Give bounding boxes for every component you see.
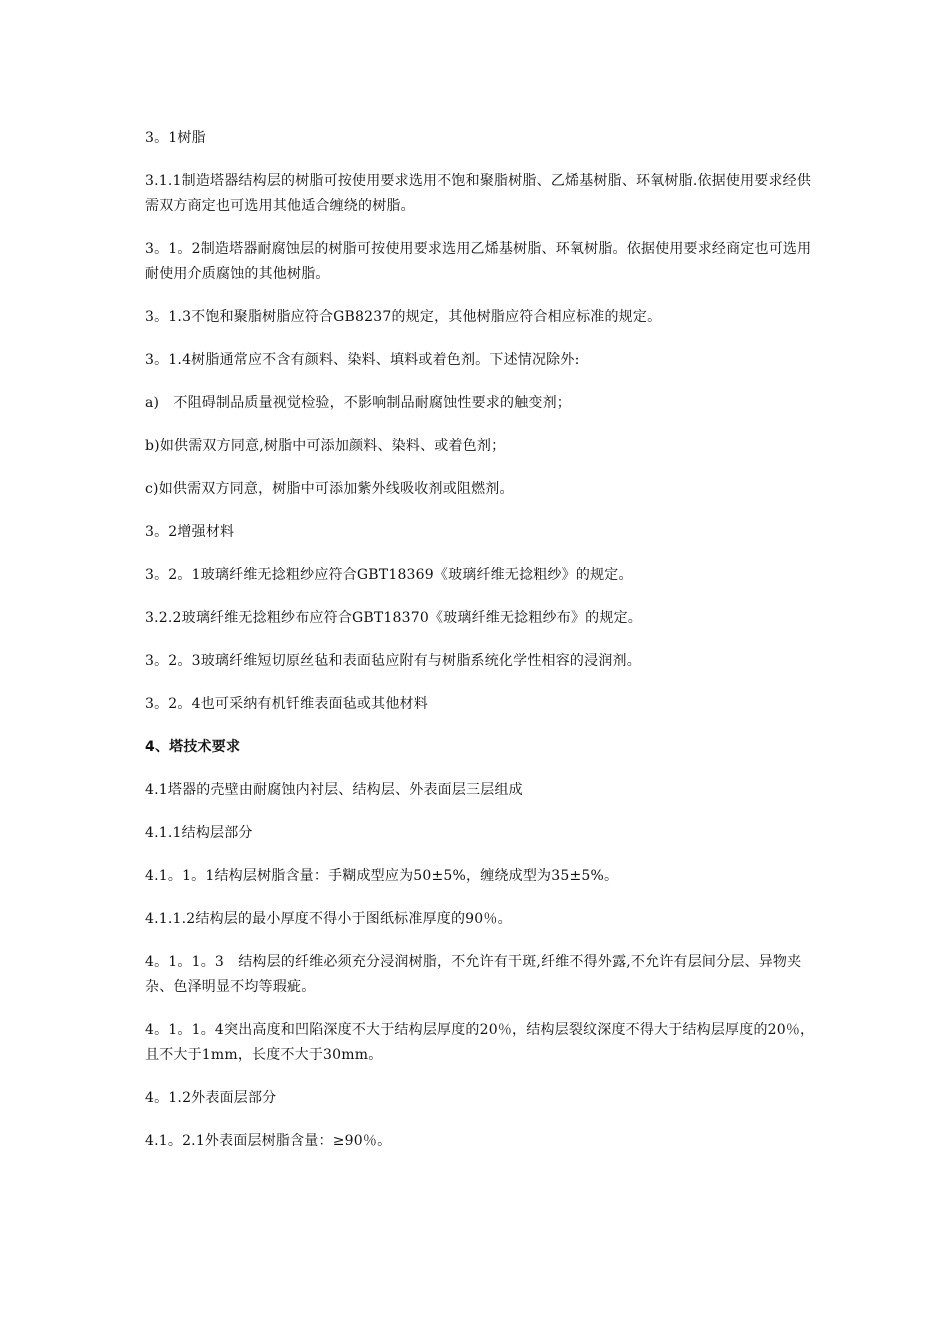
paragraph-4-1: 4.1塔器的壳壁由耐腐蚀内衬层、结构层、外表面层三层组成 <box>145 782 523 798</box>
document-body <box>145 126 815 1172</box>
paragraph-3-1-1: 3.1.1制造塔器结构层的树脂可按使用要求选用不饱和聚脂树脂、乙烯基树脂、环氧树脂.依据使用要求经供需双方商定也可选用其他适合缠绕的树脂。 <box>145 173 812 214</box>
section-heading-3-2: 3。2增强材料 <box>145 524 235 540</box>
paragraph-3-2-1: 3。2。1玻璃纤维无捻粗纱应符合GBT18369《玻璃纤维无捻粗纱》的规定。 <box>145 567 633 583</box>
paragraph-3-1-4: 3。1.4树脂通常应不含有颜料、染料、填料或着色剂。下述情况除外: <box>145 352 580 368</box>
list-item-b: b)如供需双方同意,树脂中可添加颜料、染料、或着色剂； <box>145 438 506 454</box>
paragraph-3-2-3: 3。2。3玻璃纤维短切原丝毡和表面毡应附有与树脂系统化学性相容的浸润剂。 <box>145 653 641 669</box>
paragraph-4-1-1-4: 4。1。1。4突出高度和凹陷深度不大于结构层厚度的20％，结构层裂纹深度不得大于结构层厚度的20％，且不大于1mm，长度不大于30mm。 <box>145 1022 815 1063</box>
paragraph-4-1-2-1: 4.1。2.1外表面层树脂含量：≥90％。 <box>145 1133 392 1149</box>
paragraph-4-1-1-1: 4.1。1。1结构层树脂含量：手糊成型应为50±5%，缠绕成型为35±5%。 <box>145 868 619 884</box>
paragraph-4-1-1: 4.1.1结构层部分 <box>145 825 253 841</box>
section-heading-3-1: 3。1树脂 <box>145 130 206 146</box>
paragraph-3-2-2: 3.2.2玻璃纤维无捻粗纱布应符合GBT18370《玻璃纤维无捻粗纱布》的规定。 <box>145 610 642 626</box>
paragraph-3-1-3: 3。1.3不饱和聚脂树脂应符合GB8237的规定，其他树脂应符合相应标准的规定。 <box>145 309 662 325</box>
paragraph-4-1-1-3: 4。1。1。3 结构层的纤维必须充分浸润树脂，不允许有干斑,纤维不得外露,不允许有层间分层、异物夹杂、色泽明显不均等瑕疵。 <box>145 954 802 995</box>
paragraph-3-2-4: 3。2。4也可采纳有机钎维表面毡或其他材料 <box>145 696 428 712</box>
paragraph-3-1-2: 3。1。2制造塔器耐腐蚀层的树脂可按使用要求选用乙烯基树脂、环氧树脂。依据使用要求经商定也可选用耐使用介质腐蚀的其他树脂。 <box>145 241 812 282</box>
section-heading-4: 4、塔技术要求 <box>145 739 241 755</box>
paragraph-4-1-1-2: 4.1.1.2结构层的最小厚度不得小于图纸标准厚度的90％。 <box>145 911 512 927</box>
paragraph-4-1-2: 4。1.2外表面层部分 <box>145 1090 277 1106</box>
list-item-a: a) 不阻碍制品质量视觉检验，不影响制品耐腐蚀性要求的触变剂； <box>145 395 572 411</box>
list-item-c: c)如供需双方同意，树脂中可添加紫外线吸收剂或阻燃剂。 <box>145 481 514 497</box>
